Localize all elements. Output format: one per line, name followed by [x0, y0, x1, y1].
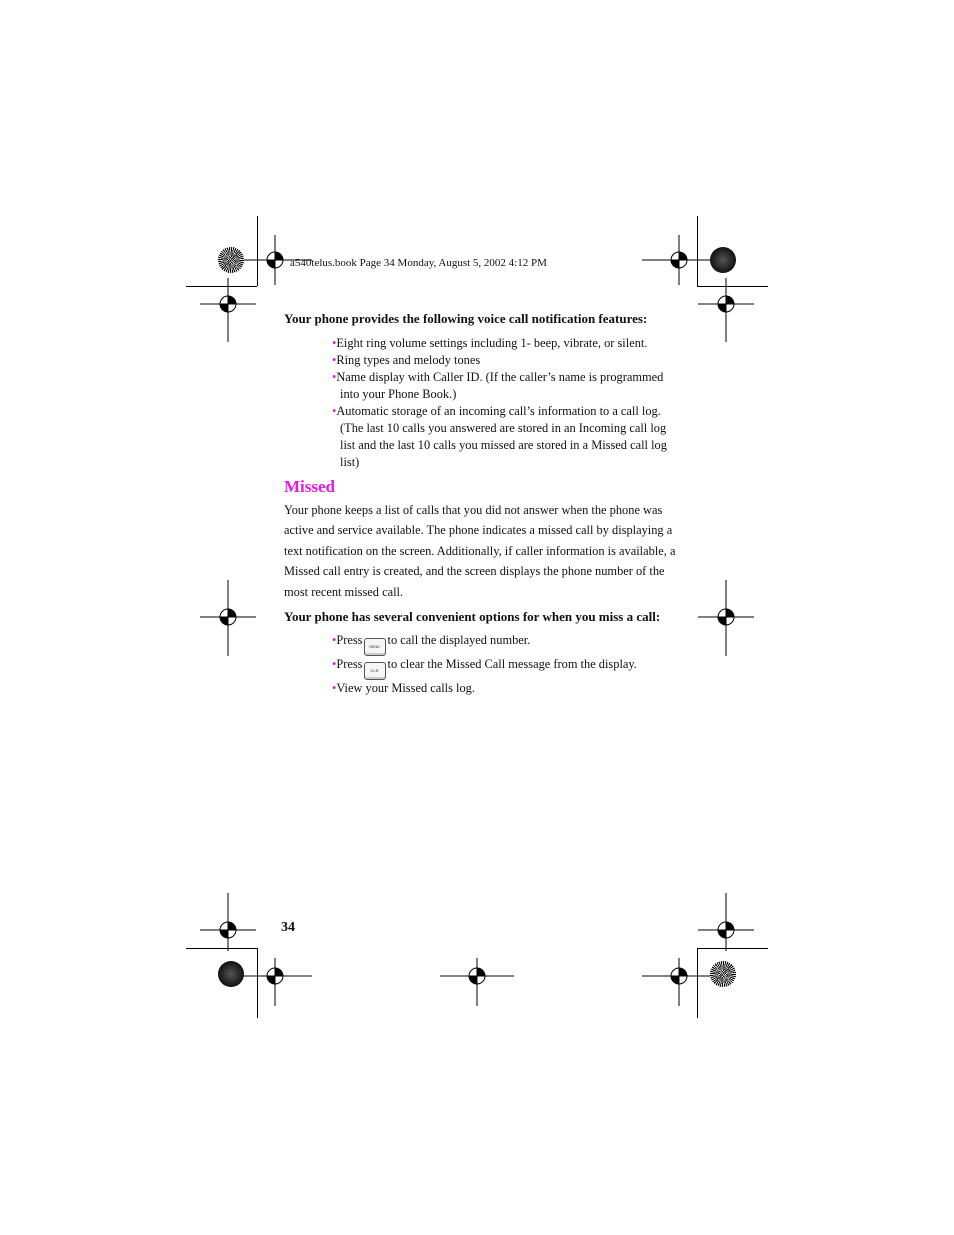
registration-mark-icon: [240, 958, 312, 1006]
list-item-continuation: into your Phone Book.): [340, 387, 457, 401]
feature-list: [332, 335, 667, 471]
bullet-icon: •: [332, 404, 337, 418]
registration-mark-icon: [440, 958, 514, 1006]
registration-mark-icon: [200, 893, 256, 951]
bullet-icon: •: [332, 681, 337, 695]
rosette-mark-icon: [218, 961, 244, 987]
page-number: 34: [281, 920, 295, 935]
list-item: •Automatic storage of an incoming call’s information to a call log.: [332, 404, 661, 418]
missed-description: Your phone keeps a list of calls that you did not answer when the phone was active and service available. The phone indicates a missed call by displaying a text notification on the screen. Additionally, if caller information is available, a Missed call entry is created, and the screen displays the phone number of the most recent missed call.: [284, 503, 676, 599]
send-key-icon: SEND: [364, 638, 386, 656]
bullet-icon: •: [332, 336, 337, 350]
section-heading-missed: Missed: [284, 477, 335, 496]
rosette-mark-icon: [218, 247, 244, 273]
list-item-continuation: (The last 10 calls you answered are stored in an Incoming call log: [340, 421, 667, 435]
list-item: •Name display with Caller ID. (If the caller’s name is programmed: [332, 370, 664, 384]
rosette-mark-icon: [710, 961, 736, 987]
registration-mark-icon: [642, 958, 714, 1006]
list-item-continuation: list): [340, 455, 360, 469]
list-item-continuation: list and the last 10 calls you missed are stored in a Missed call log: [340, 438, 667, 452]
list-item: •Ring types and melody tones: [332, 353, 481, 367]
registration-mark-icon: [698, 278, 754, 342]
features-intro: Your phone provides the following voice call notification features:: [284, 311, 648, 326]
options-list: [332, 632, 667, 698]
bullet-icon: •: [332, 633, 337, 647]
clr-key-icon: CLR: [364, 662, 386, 680]
list-item: •Press CLR to clear the Missed Call message from the display.: [332, 656, 667, 680]
registration-mark-icon: [200, 278, 256, 342]
bullet-icon: •: [332, 353, 337, 367]
list-item: •View your Missed calls log.: [332, 681, 475, 695]
list-item: •Press SEND to call the displayed number.: [332, 632, 667, 656]
registration-mark-icon: [698, 893, 754, 951]
bullet-icon: •: [332, 657, 337, 671]
registration-mark-icon: [698, 580, 754, 656]
bullet-icon: •: [332, 370, 337, 384]
options-intro: Your phone has several convenient options for when you miss a call:: [284, 609, 661, 624]
registration-mark-icon: [200, 580, 256, 656]
running-header: a540telus.book Page 34 Monday, August 5, 2002 4:12 PM: [290, 257, 547, 269]
list-item: •Eight ring volume settings including 1- beep, vibrate, or silent.: [332, 336, 648, 350]
rosette-mark-icon: [710, 247, 736, 273]
